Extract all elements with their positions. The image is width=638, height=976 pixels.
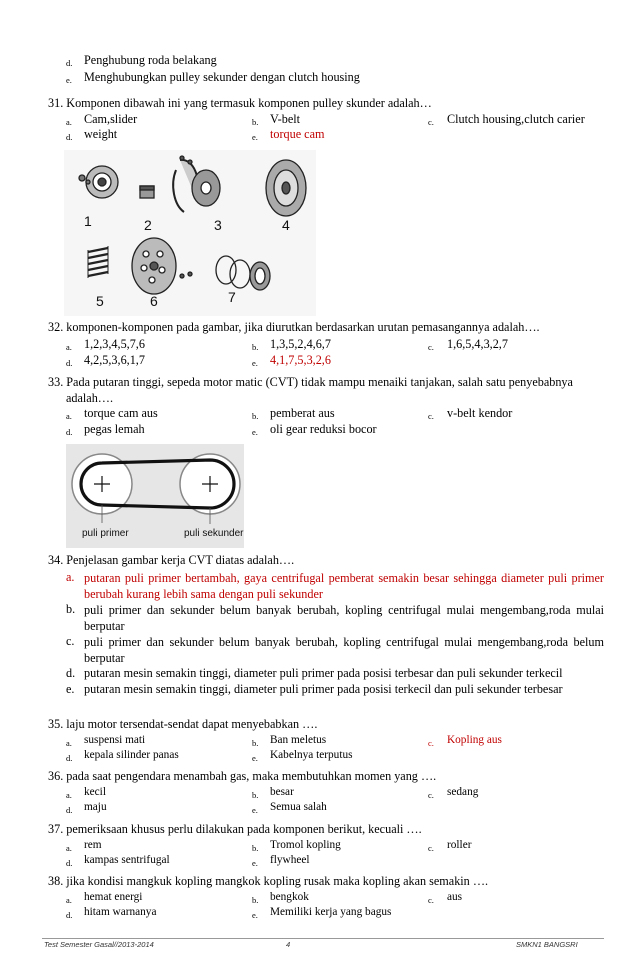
option-letter: b.	[252, 895, 259, 905]
option-letter: d.	[66, 132, 73, 142]
option-text: hitam warnanya	[84, 906, 157, 918]
option-text: Tromol kopling	[270, 839, 341, 851]
option-text: kecil	[84, 786, 106, 798]
question-37: 37. pemeriksaan khusus perlu dilakukan pada komponen berikut, kecuali ….	[48, 822, 422, 836]
option-text: kepala silinder panas	[84, 749, 179, 761]
option-text: Ban meletus	[270, 734, 327, 746]
option-letter: b.	[252, 411, 259, 421]
option-text: V-belt	[270, 112, 301, 126]
option-text: Cam,slider	[84, 112, 138, 126]
option-letter: d.	[66, 666, 76, 680]
option-letter: c.	[428, 738, 434, 748]
option-letter: b.	[252, 738, 259, 748]
question-34: 34. Penjelasan gambar kerja CVT diatas adalah….	[48, 553, 295, 567]
cvt-illustration	[66, 444, 244, 548]
option-text: 4,2,5,3,6,1,7	[84, 353, 145, 367]
option-letter: a.	[66, 843, 72, 853]
option-text: 1,6,5,4,3,2,7	[447, 337, 508, 351]
option-letter: b.	[252, 790, 259, 800]
option-letter: d.	[66, 910, 73, 920]
option-text: weight	[84, 127, 118, 141]
option-text: flywheel	[270, 854, 310, 866]
option-text: Penghubung roda belakang	[84, 53, 217, 67]
question-33: 33. Pada putaran tinggi, sepeda motor matic (CVT) tidak mampu menaiki tanjakan, salah satu penyebabnya	[48, 375, 573, 389]
option-text: aus	[447, 891, 463, 903]
option-text: putaran mesin semakin tinggi, diameter puli primer pada posisi terbesar dan puli sekunder terkecil	[84, 666, 563, 680]
option-text: sedang	[447, 786, 479, 798]
option-letter: e.	[66, 75, 72, 85]
option-letter: d.	[66, 753, 73, 763]
option-letter: c.	[428, 843, 434, 853]
part-label: 7	[228, 289, 236, 305]
option-letter: c.	[428, 411, 434, 421]
cvt-figure	[66, 444, 244, 548]
primary-pulley-label: puli primer	[82, 528, 129, 539]
option-letter: b.	[252, 117, 259, 127]
option-letter: a.	[66, 411, 72, 421]
part-label: 4	[282, 217, 290, 233]
option-letter: e.	[252, 858, 258, 868]
option-text: 1,3,5,2,4,6,7	[270, 337, 331, 351]
option-text: Semua salah	[270, 801, 327, 813]
option-text: maju	[84, 801, 107, 813]
question-32: 32. komponen-komponen pada gambar, jika diurutkan berdasarkan urutan pemasangannya adalah….	[48, 320, 540, 334]
option-letter: b.	[252, 843, 259, 853]
option-text: roller	[447, 839, 472, 851]
option-text: bengkok	[270, 891, 309, 903]
part-label: 1	[84, 213, 92, 229]
option-letter: c.	[428, 117, 434, 127]
option-letter: c.	[66, 634, 75, 648]
option-letter: c.	[428, 790, 434, 800]
part-label: 5	[96, 293, 104, 309]
option-letter: e.	[66, 682, 75, 696]
option-letter: e.	[252, 753, 258, 763]
option-text: 1,2,3,4,5,7,6	[84, 337, 145, 351]
option-letter: d.	[66, 427, 73, 437]
option-letter: e.	[252, 805, 258, 815]
option-text: hemat energi	[84, 891, 143, 903]
option-letter: e.	[252, 132, 258, 142]
option-text: oli gear reduksi bocor	[270, 422, 377, 436]
option-text: besar	[270, 786, 294, 798]
option-letter: a.	[66, 570, 75, 584]
option-letter: e.	[252, 910, 258, 920]
option-text: puli primer dan sekunder belum banyak berubah, kopling centrifugal mulai mengembang,roda belum berputar	[84, 635, 604, 665]
footer-left: Test Semester Gasal//2013-2014	[44, 940, 154, 949]
option-text: kampas sentrifugal	[84, 854, 170, 866]
option-letter: d.	[66, 58, 73, 68]
option-letter: d.	[66, 805, 73, 815]
option-letter: c.	[428, 895, 434, 905]
option-text: Kabelnya terputus	[270, 749, 353, 761]
option-text: putaran mesin semakin tinggi, diameter puli primer pada posisi terkecil dan puli sekunder terbesar	[84, 682, 563, 696]
option-text: suspensi mati	[84, 734, 146, 746]
option-letter: a.	[66, 342, 72, 352]
option-text-answer: putaran puli primer bertambah, gaya centrifugal pemberat semakin besar sehingga diameter puli primer berubah kurang lebih sama dengan puli sekunder	[84, 571, 604, 601]
secondary-pulley-label: puli sekunder	[184, 528, 244, 539]
option-letter: d.	[66, 858, 73, 868]
option-letter: e.	[252, 427, 258, 437]
option-text: Memiliki kerja yang bagus	[270, 906, 392, 918]
footer-rule	[42, 938, 604, 939]
question-31: 31. Komponen dibawah ini yang termasuk komponen pulley skunder adalah…	[48, 96, 432, 110]
question-38: 38. jika kondisi mangkuk kopling mangkok kopling rusak maka kopling akan semakin ….	[48, 874, 489, 888]
part-label: 2	[144, 217, 152, 233]
option-letter: c.	[428, 342, 434, 352]
option-letter: b.	[66, 602, 76, 616]
part-label: 3	[214, 217, 222, 233]
option-text: pemberat aus	[270, 406, 335, 420]
option-text-answer: torque cam	[270, 127, 325, 141]
option-letter: a.	[66, 895, 72, 905]
option-text: v-belt kendor	[447, 406, 513, 420]
option-letter: a.	[66, 117, 72, 127]
option-letter: a.	[66, 738, 72, 748]
option-letter: b.	[252, 342, 259, 352]
question-36: 36. pada saat pengendara menambah gas, maka membutuhkan momen yang ….	[48, 769, 437, 783]
option-text-answer: 4,1,7,5,3,2,6	[270, 353, 331, 367]
question-33-cont: adalah….	[66, 391, 114, 405]
option-text: rem	[84, 839, 102, 851]
option-text-answer: Kopling aus	[447, 734, 502, 746]
option-letter: a.	[66, 790, 72, 800]
option-text: puli primer dan sekunder belum banyak berubah, kopling centrifugal mulai mengembang,roda mulai berputar	[84, 603, 604, 633]
question-35: 35. laju motor tersendat-sendat dapat menyebabkan ….	[48, 717, 318, 731]
option-letter: d.	[66, 358, 73, 368]
components-illustration	[64, 150, 316, 316]
option-text: pegas lemah	[84, 422, 145, 436]
option-text: Clutch housing,clutch carier	[447, 112, 585, 126]
option-text: Menghubungkan pulley sekunder dengan clutch housing	[84, 70, 360, 84]
footer-right: SMKN1 BANGSRI	[516, 940, 578, 949]
part-label: 6	[150, 293, 158, 309]
option-letter: e.	[252, 358, 258, 368]
option-text: torque cam aus	[84, 406, 158, 420]
footer-page-number: 4	[286, 940, 291, 949]
components-figure	[64, 150, 316, 316]
